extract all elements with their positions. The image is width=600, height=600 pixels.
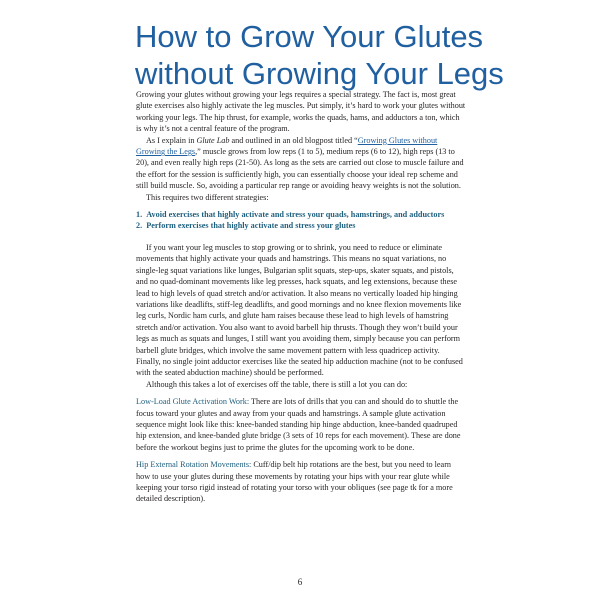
blogpost-link[interactable]: Growing Glutes without Growing the Legs (136, 135, 438, 157)
rep-range-paragraph: As I explain in Glute Lab and outlined in an old blogpost titled “Growing Glutes without Growing the Legs,” muscle grows from low reps (1 to 5), medium reps (6 to 12), high reps (13 to 20), and even really high reps (21-50). As long as the sets are carried out close to muscle failure and the effort for the session is sufficiently high, you can essentially choose your ideal rep scheme and still build muscle. So, avoiding a particular rep range or avoiding heavy weights is not the solution. (136, 135, 464, 191)
section-low-load-activation: Low-Load Glute Activation Work: There are lots of drills that you can and should do to shuttle the focus toward your glutes and away from your quads and hamstrings. A sample glute activation sequence might look like this: knee-banded standing hip hinge abduction, knee-banded quadruped hip extension, and knee-banded glute bridge (3 sets of 10 reps for each movement). These are done before the workout begins just to prime the glutes for the upcoming work to be done. (136, 397, 461, 452)
section-heading: Low-Load Glute Activation Work: (136, 397, 250, 407)
intro-paragraph: Growing your glutes without growing your legs requires a special strategy. The fact is, most great glute exercises also highly activate the leg muscles. Put simply, it’s hard to work your glutes without working your legs. The hip thrust, for example, works the quads, hams, and adductors a ton, which is why it’s not a central feature of the program. (136, 90, 466, 134)
still-can-do-paragraph: Although this takes a lot of exercises off the table, there is still a lot you can do: (146, 379, 408, 389)
avoid-movements-paragraph: If you want your leg muscles to stop growing or to shrink, you need to reduce or eliminate movements that highly activate your quads and hamstrings. This means no squat variations, no single-leg squat variations like lunges, Bulgarian split squats, step-ups, skater squats, and pistols, and no quad-dominant movements like leg presses, hack squats, and leg extensions, because these lead to high levels of quad stretch and/or activation. It also means no vertically loaded hip hinging variations like deadlifts, stiff-leg deadlifts, and good mornings and no knee flexion movements like leg curls, Nordic ham curls, and glute ham raises because these lead to high levels of hamstring stretch and/or activation. You also want to avoid barbell hip thrusts. Though they won’t build your legs as much as squats and lunges, I still want you avoiding them, simply because you can perform barbell glute bridges, which involve the same movement pattern with less quadricep activity. Finally, no single joint adductor exercises like the seated hip adduction machine (not to be confused with the seated abduction machine) should be performed. (136, 242, 463, 378)
page-number: 6 (297, 577, 303, 587)
book-title: Glute Lab (196, 135, 230, 145)
body-text (136, 89, 466, 505)
strategy-item-1: 1. Avoid exercises that highly activate and stress your quads, hamstrings, and adductors (136, 210, 445, 220)
section-hip-external-rotation: Hip External Rotation Movements: Cuff/dip belt hip rotations are the best, but you need to learn how to use your glutes during these movements by rotating your hips with your rear glute while keeping your torso rigid instead of rotating your torso with your obliques (see page tk for a more detailed description). (136, 460, 453, 504)
section-heading: Hip External Rotation Movements: (136, 460, 252, 470)
strategy-item-2: 2. Perform exercises that highly activate and stress your glutes (136, 221, 356, 231)
strategies-intro: This requires two different strategies: (146, 192, 269, 202)
page-title: How to Grow Your Glutes without Growing Your Legs (135, 19, 504, 91)
